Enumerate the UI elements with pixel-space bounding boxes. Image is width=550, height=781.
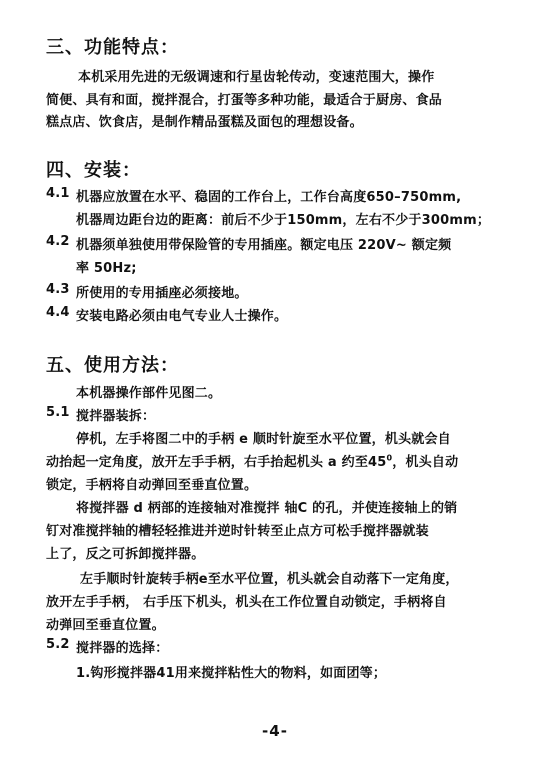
- item-number-4-2: 4.2: [46, 234, 70, 249]
- subsection-title-mixer-mounting: 搅拌器装拆：: [76, 409, 156, 424]
- item-number-5-2: 5.2: [46, 637, 70, 652]
- install-4-2-line-2: 率 50Hz;: [76, 261, 137, 276]
- item-number-4-1: 4.1: [46, 186, 70, 201]
- mounting-p1-line-2-text: 动抬起一定角度，放开左手手柄，右手抬起机头 a 约至45: [46, 455, 387, 470]
- subsection-title-mixer-selection: 搅拌器的选择：: [76, 641, 169, 656]
- install-4-1-line-1: 机器应放置在水平、稳固的工作台上，工作台高度650–750mm,: [76, 190, 462, 205]
- item-number-5-1: 5.1: [46, 405, 70, 420]
- mounting-p1-line-2-tail: ，机头自动: [392, 455, 459, 470]
- features-line-1: 本机采用先进的无级调速和行星齿轮传动，变速范围大，操作: [78, 70, 435, 85]
- mounting-p1-line-1: 停机，左手将图二中的手柄 e 顺时针旋至水平位置，机头就会自: [76, 432, 451, 447]
- mounting-p2-line-1: 将搅拌器 d 柄部的连接轴对准搅拌 轴C 的孔，并使连接轴上的销: [76, 501, 458, 516]
- usage-intro: 本机器操作部件见图二。: [76, 386, 222, 401]
- mounting-p1-line-2: [46, 451, 458, 470]
- features-line-3: 糕点店、饮食店，是制作精品蛋糕及面包的理想设备。: [46, 115, 363, 130]
- section-heading-usage: 五、使用方法：: [46, 355, 179, 376]
- section-heading-installation: 四、安装：: [46, 160, 141, 181]
- mounting-p2-line-2: 钉对准搅拌轴的槽轻轻推进并逆时针转至止点方可松手搅拌器就装: [46, 524, 429, 539]
- mounting-p3-line-1: 左手顺时针旋转手柄e至水平位置，机头就会自动落下一定角度，: [80, 572, 459, 587]
- item-number-4-3: 4.3: [46, 282, 70, 297]
- section-heading-features: 三、功能特点：: [46, 37, 179, 58]
- mounting-p3-line-2: 放开左手手柄， 右手压下机头，机头在工作位置自动锁定，手柄将自: [46, 595, 447, 610]
- mounting-p3-line-3: 动弹回至垂直位置。: [46, 618, 165, 633]
- degree-superscript: 0: [386, 453, 393, 463]
- install-4-2-line-1: 机器须单独使用带保险管的专用插座。额定电压 220V~ 额定频: [76, 238, 452, 253]
- features-line-2: 简便、具有和面，搅拌混合，打蛋等多种功能，最适合于厨房、食品: [46, 93, 443, 108]
- mounting-p1-line-3: 锁定，手柄将自动弹回至垂直位置。: [46, 478, 258, 493]
- install-4-4-line-1: 安装电路必须由电气专业人士操作。: [76, 309, 288, 324]
- mounting-p2-line-3: 上了，反之可拆卸搅拌器。: [46, 547, 205, 562]
- install-4-1-line-2: 机器周边距台边的距离：前后不少于150mm，左右不少于300mm；: [76, 213, 491, 228]
- selection-item-1: 1.钩形搅拌器41用来搅拌粘性大的物料，如面团等；: [76, 666, 387, 681]
- page-number: -4-: [262, 722, 288, 740]
- item-number-4-4: 4.4: [46, 305, 70, 320]
- install-4-3-line-1: 所使用的专用插座必须接地。: [76, 286, 248, 301]
